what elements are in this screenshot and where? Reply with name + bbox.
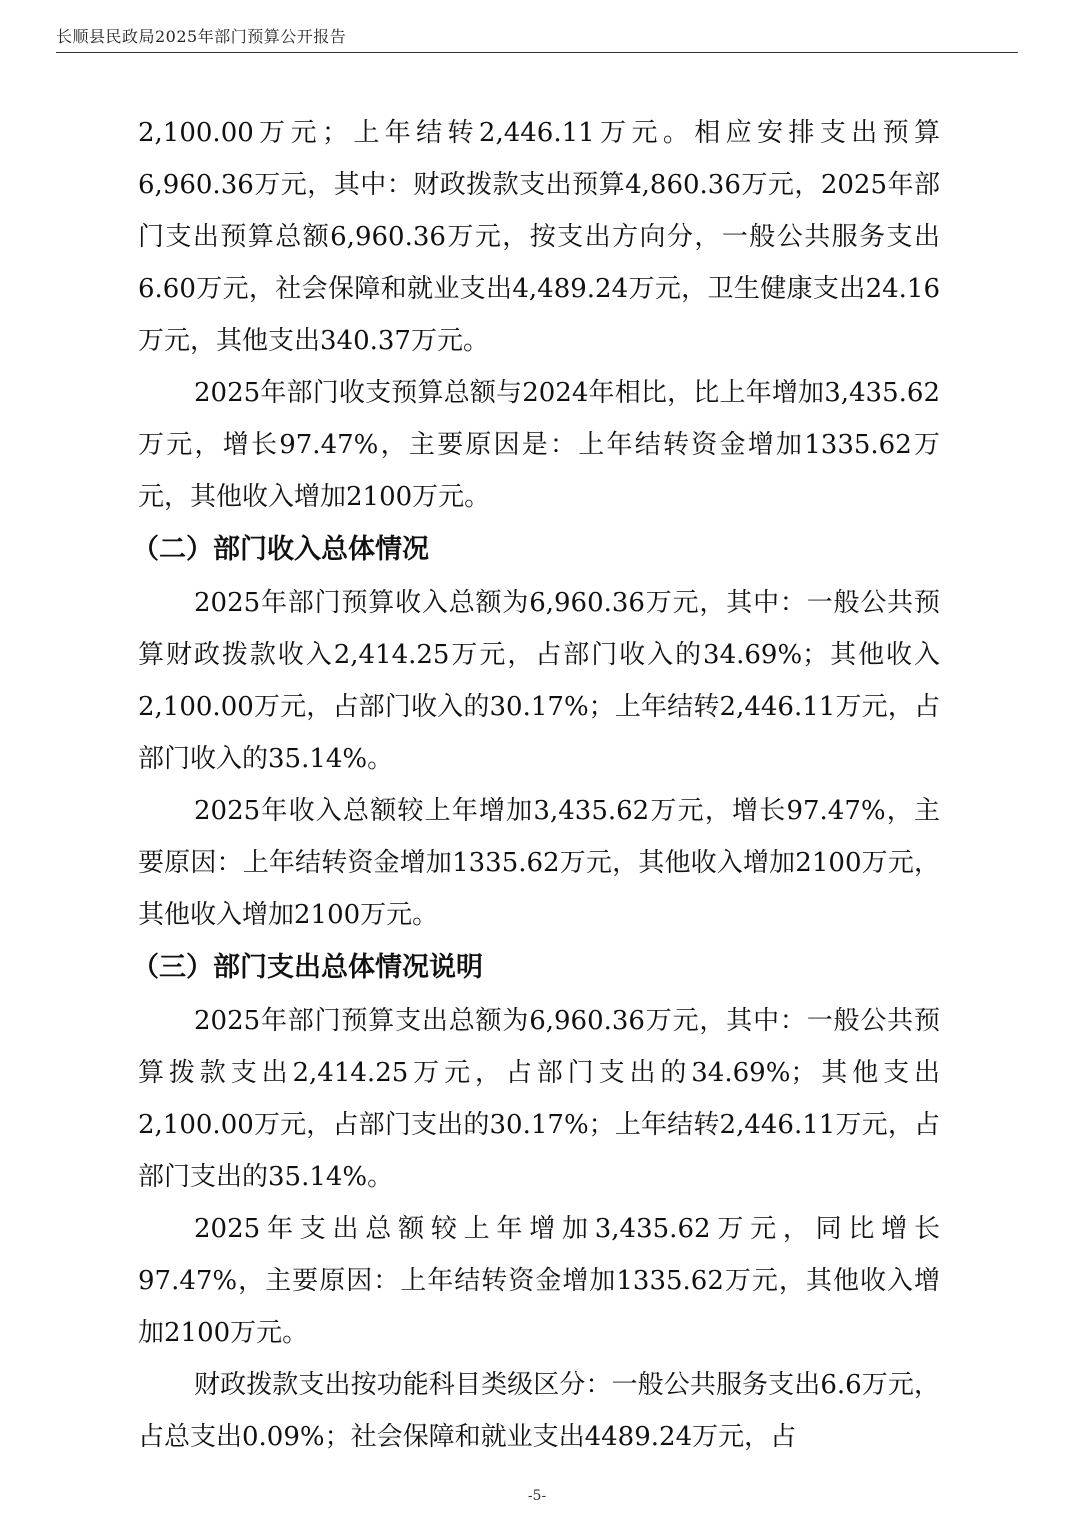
document-body <box>132 107 940 1463</box>
paragraph: 2025年部门预算支出总额为6,960.36万元，其中：一般公共预算拨款支出2,414.25万元，占部门支出的34.69%；其他支出2,100.00万元，占部门支出的30.17%；上年结转2,446.11万元，占部门支出的35.14%。 <box>138 1006 940 1192</box>
paragraph: 财政拨款支出按功能科目类级区分：一般公共服务支出6.6万元，占总支出0.09%；社会保障和就业支出4489.24万元，占 <box>138 1370 940 1452</box>
paragraph: 2025年部门预算收入总额为6,960.36万元，其中：一般公共预算财政拨款收入2,414.25万元，占部门收入的34.69%；其他收入2,100.00万元，占部门收入的30.17%；上年结转2,446.11万元，占部门收入的35.14%。 <box>138 588 940 774</box>
section-heading: （二）部门收入总体情况 <box>132 534 429 565</box>
paragraph: 2,100.00万元；上年结转2,446.11万元。相应安排支出预算6,960.36万元，其中：财政拨款支出预算4,860.36万元，2025年部门支出预算总额6,960.36万元，按支出方向分，一般公共服务支出6.60万元，社会保障和就业支出4,489.24万元，卫生健康支出24.16万元，其他支出340.37万元。 <box>138 118 940 356</box>
header-divider <box>56 52 1018 53</box>
paragraph: 2025年支出总额较上年增加3,435.62万元，同比增长97.47%，主要原因：上年结转资金增加1335.62万元，其他收入增加2100万元。 <box>138 1214 940 1348</box>
document-header: 长顺县民政局2025年部门预算公开报告 <box>56 27 347 46</box>
section-heading: （三）部门支出总体情况说明 <box>132 952 483 983</box>
page-number: -5- <box>527 1488 547 1504</box>
paragraph: 2025年收入总额较上年增加3,435.62万元，增长97.47%，主要原因：上年结转资金增加1335.62万元，其他收入增加2100万元，其他收入增加2100万元。 <box>138 796 940 930</box>
paragraph: 2025年部门收支预算总额与2024年相比，比上年增加3,435.62万元，增长97.47%，主要原因是：上年结转资金增加1335.62万元，其他收入增加2100万元。 <box>138 378 940 512</box>
